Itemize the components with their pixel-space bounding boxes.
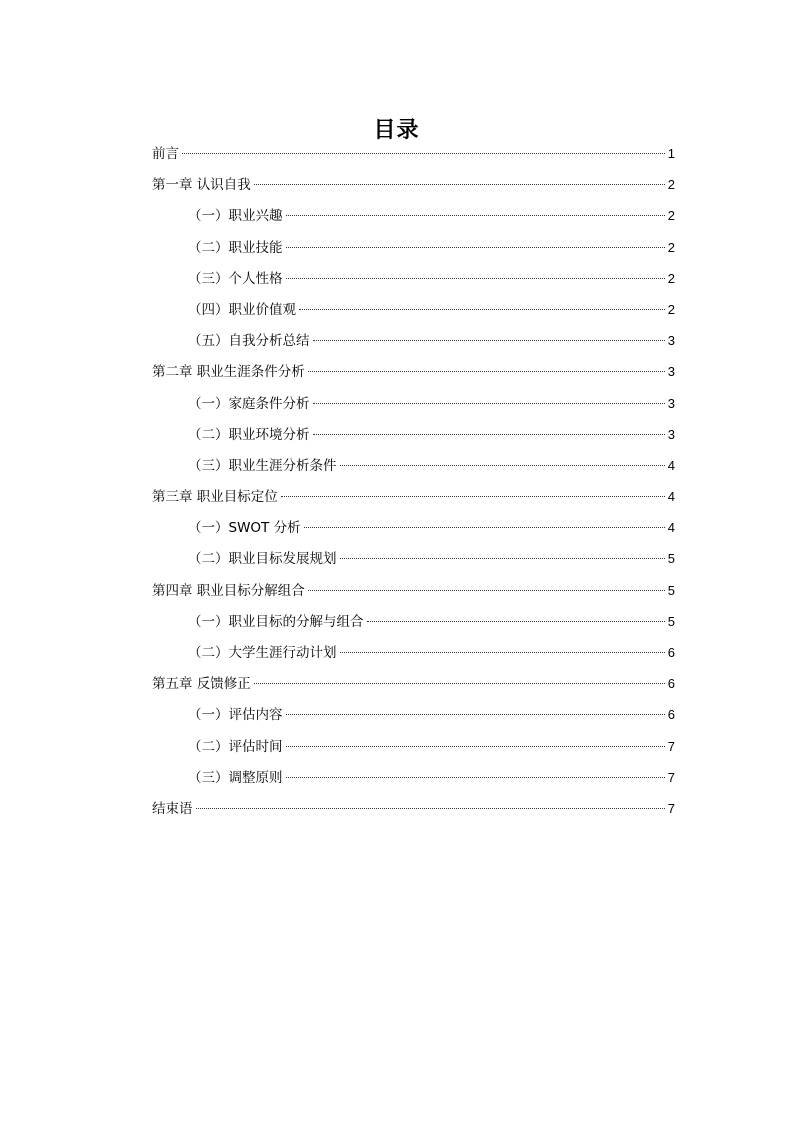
dot-leader — [286, 777, 665, 778]
toc-entry-page-number: 2 — [667, 208, 675, 224]
dot-leader — [313, 434, 665, 435]
dot-leader — [340, 558, 665, 559]
dot-leader — [254, 683, 665, 684]
dot-leader — [286, 215, 665, 216]
toc-entry-label: 第五章 反馈修正 — [152, 676, 251, 693]
toc-entry-chapter[interactable] — [152, 673, 675, 704]
toc-entry-label: （一）SWOT 分析 — [188, 520, 301, 537]
toc-entry-chapter[interactable] — [152, 580, 675, 611]
toc-entry-page-number: 7 — [667, 769, 675, 785]
toc-entry-label: 第二章 职业生涯条件分析 — [152, 364, 305, 381]
toc-entry-chapter[interactable] — [152, 174, 675, 205]
table-of-contents — [152, 143, 675, 829]
toc-entry-label: （二）职业技能 — [188, 239, 283, 256]
toc-entry-section[interactable] — [152, 736, 675, 767]
toc-entry-section[interactable] — [152, 642, 675, 673]
dot-leader — [304, 527, 665, 528]
toc-entry-label: （三）个人性格 — [188, 270, 283, 287]
toc-entry-section[interactable] — [152, 299, 675, 330]
dot-leader — [286, 746, 665, 747]
dot-leader — [340, 465, 665, 466]
toc-entry-page-number: 5 — [667, 551, 675, 567]
toc-entry-label: （四）职业价值观 — [188, 301, 296, 318]
toc-entry-section[interactable] — [152, 517, 675, 548]
dot-leader — [254, 184, 665, 185]
toc-entry-section[interactable] — [152, 611, 675, 642]
dot-leader — [308, 371, 665, 372]
toc-entry-chapter[interactable] — [152, 143, 675, 174]
dot-leader — [308, 590, 665, 591]
dot-leader — [313, 403, 665, 404]
toc-entry-page-number: 5 — [667, 582, 675, 598]
dot-leader — [196, 808, 665, 809]
toc-entry-label: （五）自我分析总结 — [188, 333, 310, 350]
toc-entry-section[interactable] — [152, 205, 675, 236]
toc-entry-section[interactable] — [152, 548, 675, 579]
dot-leader — [286, 714, 665, 715]
toc-entry-label: （三）职业生涯分析条件 — [188, 457, 337, 474]
toc-entry-page-number: 4 — [667, 520, 675, 536]
toc-entry-page-number: 4 — [667, 457, 675, 473]
toc-entry-chapter[interactable] — [152, 798, 675, 829]
toc-entry-page-number: 6 — [667, 676, 675, 692]
toc-entry-label: （一）评估内容 — [188, 707, 283, 724]
toc-entry-page-number: 3 — [667, 426, 675, 442]
toc-entry-label: （二）职业环境分析 — [188, 426, 310, 443]
toc-entry-page-number: 2 — [667, 177, 675, 193]
dot-leader — [340, 652, 665, 653]
toc-entry-chapter[interactable] — [152, 486, 675, 517]
toc-entry-label: （一）职业目标的分解与组合 — [188, 613, 364, 630]
toc-entry-page-number: 7 — [667, 800, 675, 816]
dot-leader — [286, 247, 665, 248]
toc-entry-label: （一）职业兴趣 — [188, 208, 283, 225]
toc-entry-page-number: 4 — [667, 489, 675, 505]
toc-entry-label: （一）家庭条件分析 — [188, 395, 310, 412]
toc-entry-section[interactable] — [152, 330, 675, 361]
toc-entry-page-number: 2 — [667, 270, 675, 286]
toc-entry-page-number: 3 — [667, 364, 675, 380]
toc-entry-section[interactable] — [152, 424, 675, 455]
dot-leader — [286, 278, 665, 279]
dot-leader — [299, 309, 665, 310]
toc-entry-page-number: 5 — [667, 613, 675, 629]
toc-entry-label: 第四章 职业目标分解组合 — [152, 582, 305, 599]
toc-entry-page-number: 6 — [667, 707, 675, 723]
toc-entry-label: （三）调整原则 — [188, 769, 283, 786]
toc-entry-section[interactable] — [152, 704, 675, 735]
dot-leader — [182, 153, 665, 154]
toc-entry-page-number: 6 — [667, 645, 675, 660]
toc-entry-page-number: 7 — [667, 738, 675, 754]
dot-leader — [281, 496, 665, 497]
toc-entry-label: （二）评估时间 — [188, 738, 283, 755]
toc-title: 目录 — [373, 117, 420, 143]
toc-entry-section[interactable] — [152, 767, 675, 798]
toc-entry-label: 结束语 — [152, 800, 193, 817]
toc-entry-label: 前言 — [152, 146, 179, 162]
toc-entry-label: 第一章 认识自我 — [152, 177, 251, 194]
toc-entry-page-number: 2 — [667, 239, 675, 255]
toc-entry-section[interactable] — [152, 268, 675, 299]
toc-entry-section[interactable] — [152, 455, 675, 486]
toc-entry-section[interactable] — [152, 393, 675, 424]
toc-entry-chapter[interactable] — [152, 361, 675, 392]
toc-entry-page-number: 3 — [667, 333, 675, 349]
toc-entry-label: 第三章 职业目标定位 — [152, 489, 278, 506]
toc-entry-label: （二）职业目标发展规划 — [188, 551, 337, 568]
toc-entry-label: （二）大学生涯行动计划 — [188, 645, 337, 661]
toc-entry-section[interactable] — [152, 237, 675, 268]
toc-entry-page-number: 3 — [667, 395, 675, 411]
toc-entry-page-number: 1 — [667, 146, 675, 161]
dot-leader — [313, 340, 665, 341]
toc-entry-page-number: 2 — [667, 301, 675, 317]
dot-leader — [367, 621, 665, 622]
